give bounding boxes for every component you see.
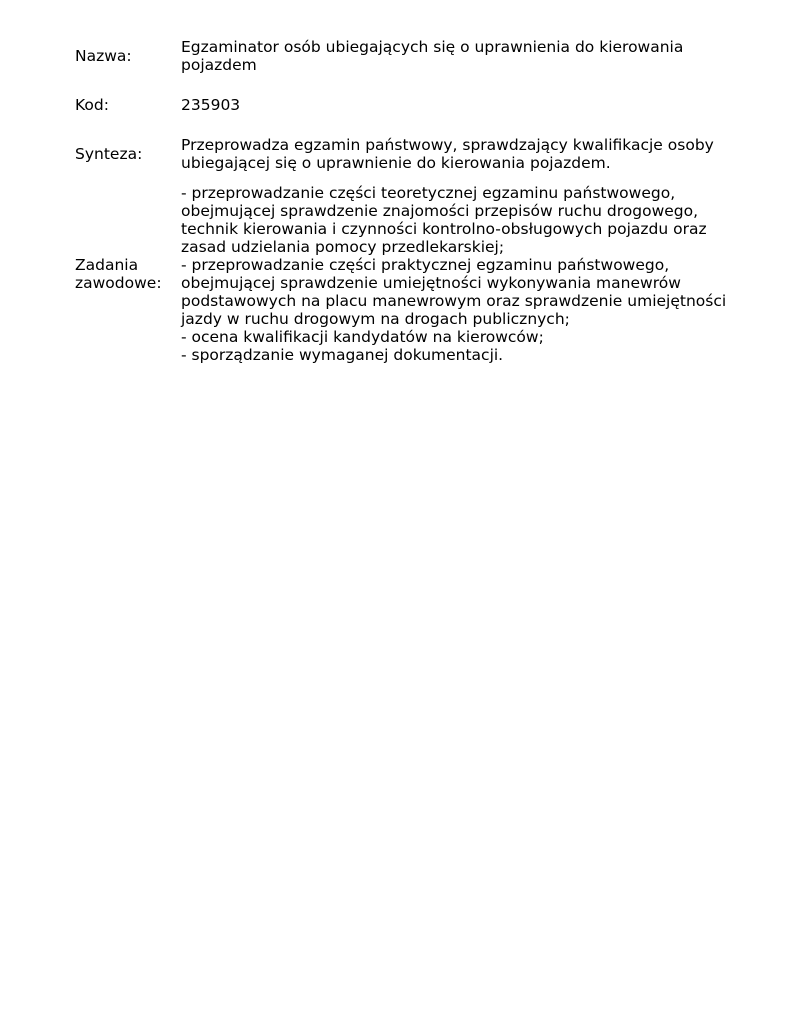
occupation-record (75, 38, 745, 364)
name-label: Nazwa: (75, 47, 132, 65)
synthesis-label: Synteza: (75, 145, 143, 163)
code-label: Kod: (75, 96, 109, 114)
tasks-list (181, 184, 745, 364)
task-item: - sporządzanie wymaganej dokumentacji. (181, 346, 504, 364)
synthesis-value: Przeprowadza egzamin państwowy, sprawdzający kwalifikacje osoby ubiegającej się o uprawnienie do kierowania pojazdem. (181, 136, 714, 172)
tasks-label-line: Zadania (75, 256, 139, 274)
name-value: Egzaminator osób ubiegających się o uprawnienia do kierowania pojazdem (181, 38, 684, 74)
code-value: 235903 (181, 96, 241, 114)
name-row (75, 38, 745, 74)
tasks-label (75, 256, 181, 292)
code-row (75, 96, 745, 114)
synthesis-row (75, 136, 745, 172)
task-item: - przeprowadzanie części praktycznej egzaminu państwowego, obejmującej sprawdzenie umiejętności wykonywania manewrów podstawowych na placu manewrowym oraz sprawdzenie umiejętności jazdy w ruchu drogowym na drogach publicznych; (181, 256, 727, 328)
tasks-label-line: zawodowe: (75, 274, 162, 292)
task-item: - przeprowadzanie części teoretycznej egzaminu państwowego, obejmującej sprawdzenie znajomości przepisów ruchu drogowego, technik kierowania i czynności kontrolno-obsługowych pojazdu oraz zasad udzielania pomocy przedlekarskiej; (181, 184, 707, 256)
tasks-row (75, 184, 745, 364)
task-item: - ocena kwalifikacji kandydatów na kierowców; (181, 328, 544, 346)
